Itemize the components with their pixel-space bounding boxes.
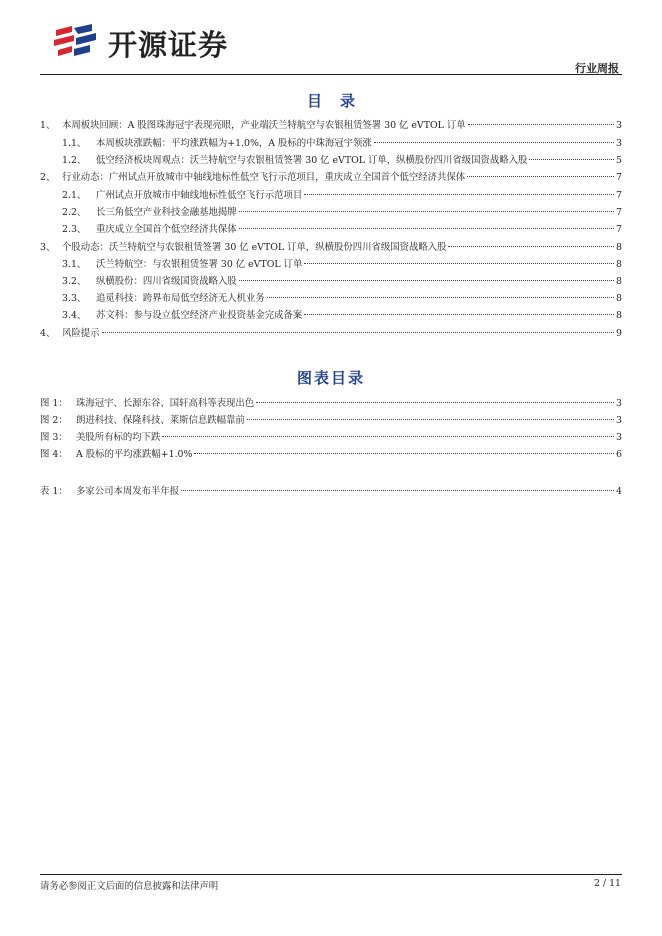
- toc-entry-number: 3.3、: [62, 293, 87, 304]
- toc-entry-number: 1、: [40, 120, 56, 131]
- toc-entry-page: 3: [616, 120, 622, 131]
- toc-entry-text: 沃兰特航空：与农银租赁签署 30 亿 eVTOL 订单: [96, 259, 303, 270]
- toc-leader-dots: [529, 159, 614, 160]
- toc-entry[interactable]: [40, 171, 622, 185]
- toc-leader-dots: [239, 228, 614, 229]
- figure-entry-page: 3: [616, 432, 622, 443]
- toc-entry[interactable]: [62, 154, 622, 168]
- figure-entry-text: 珠海冠宇、长源东谷、国轩高科等表现出色: [76, 398, 255, 409]
- table-entry-text: 多家公司本周发布半年报: [76, 486, 180, 497]
- toc-entry-text: 本周板块回顾：A 股图珠海冠宇表现亮眼，产业端沃兰特航空与农银租赁签署 30 亿 eVTOL 订单: [62, 120, 466, 131]
- toc-entry-number: 1.2、: [62, 155, 87, 166]
- toc-entry[interactable]: [62, 275, 622, 289]
- toc-entry-page: 5: [616, 155, 622, 166]
- toc-entry-number: 2.2、: [62, 207, 87, 218]
- toc-entry-page: 7: [616, 172, 622, 183]
- company-logo-mark: [52, 22, 100, 62]
- toc-entry-page: 7: [616, 207, 622, 218]
- toc-entry-page: 8: [616, 259, 622, 270]
- toc-entry[interactable]: [40, 241, 622, 255]
- toc-entry-page: 8: [616, 242, 622, 253]
- toc-leader-dots: [304, 263, 614, 264]
- toc-entry-text: 本周板块涨跌幅：平均涨跌幅为+1.0%，A 股标的中珠海冠宇领涨: [96, 138, 372, 149]
- figure-entry[interactable]: [40, 397, 622, 411]
- toc-entry-text: 广州试点开放城市中轴线地标性低空飞行示范项目: [96, 190, 303, 201]
- toc-leader-dots: [239, 211, 614, 212]
- figure-entry-number: 图 3：: [40, 432, 68, 443]
- figure-entry[interactable]: [40, 431, 622, 445]
- figures-title: 图表目录: [296, 369, 365, 387]
- toc-entry[interactable]: [62, 292, 622, 306]
- footer-divider: [40, 874, 622, 875]
- toc-entry-number: 3.4、: [62, 310, 87, 321]
- toc-entry-text: 行业动态：广州试点开放城市中轴线地标性低空飞行示范项目，重庆成立全国首个低空经济共保体: [62, 172, 466, 183]
- toc-entry-number: 2、: [40, 172, 56, 183]
- toc-leader-dots: [448, 246, 614, 247]
- figure-entry[interactable]: [40, 448, 622, 462]
- toc-entry-number: 2.1、: [62, 190, 87, 201]
- toc-entry-number: 3.2、: [62, 276, 87, 287]
- toc-entry[interactable]: [62, 137, 622, 151]
- table-entry-page: 4: [616, 486, 622, 497]
- page-indicator: 2 / 11: [593, 878, 621, 889]
- toc-leader-dots: [304, 314, 614, 315]
- toc-entry-number: 3.1、: [62, 259, 87, 270]
- toc-entry[interactable]: [62, 206, 622, 220]
- toc-entry-text: 风险提示: [62, 328, 100, 339]
- header-divider: [40, 74, 622, 75]
- toc-entry[interactable]: [62, 223, 622, 237]
- toc-entry-text: 个股动态：沃兰特航空与农银租赁签署 30 亿 eVTOL 订单，纵横股份四川省级国资战略入股: [62, 242, 447, 253]
- toc-entry-number: 1.1、: [62, 138, 87, 149]
- toc-leader-dots: [247, 419, 614, 420]
- report-type: 行业周报: [575, 62, 619, 75]
- toc-entry-page: 3: [616, 138, 622, 149]
- toc-leader-dots: [256, 402, 614, 403]
- toc-leader-dots: [467, 176, 614, 177]
- footer-disclaimer: 请务必参阅正文后面的信息披露和法律声明: [40, 881, 219, 892]
- figure-entry-page: 3: [616, 398, 622, 409]
- toc-entry[interactable]: [62, 258, 622, 272]
- toc-leader-dots: [267, 297, 614, 298]
- figure-entry-number: 图 1：: [40, 398, 68, 409]
- toc-leader-dots: [194, 453, 614, 454]
- toc-entry-number: 4、: [40, 328, 56, 339]
- toc-entry[interactable]: [40, 119, 622, 133]
- figure-entry-number: 图 2：: [40, 415, 68, 426]
- toc-entry-page: 9: [616, 328, 622, 339]
- toc-leader-dots: [162, 436, 614, 437]
- toc-entry-number: 2.3、: [62, 224, 87, 235]
- figure-entry-text: A 股标的平均涨跌幅+1.0%: [76, 449, 193, 460]
- toc-entry-page: 8: [616, 293, 622, 304]
- table-entry[interactable]: [40, 485, 622, 499]
- toc-entry-page: 8: [616, 310, 622, 321]
- toc-entry[interactable]: [40, 327, 622, 341]
- toc-entry-text: 重庆成立全国首个低空经济共保体: [96, 224, 237, 235]
- company-name: 开源证券: [108, 28, 229, 62]
- toc-entry-text: 苏文科：参与设立低空经济产业投资基金完成备案: [96, 310, 303, 321]
- table-entry-number: 表 1：: [40, 486, 68, 497]
- toc-leader-dots: [468, 124, 614, 125]
- toc-entry-page: 7: [616, 224, 622, 235]
- figure-entry-page: 3: [616, 415, 622, 426]
- toc-leader-dots: [374, 142, 614, 143]
- toc-entry-text: 纵横股份：四川省级国资战略入股: [96, 276, 237, 287]
- figure-entry-text: 美股所有标的均下跌: [76, 432, 161, 443]
- toc-leader-dots: [304, 194, 614, 195]
- toc-entry-page: 7: [616, 190, 622, 201]
- toc-entry[interactable]: [62, 189, 622, 203]
- toc-entry-text: 低空经济板块周观点：沃兰特航空与农银租赁签署 30 亿 eVTOL 订单，纵横股份四川省级国资战略入股: [96, 155, 528, 166]
- figure-entry-text: 朗进科技、保隆科技、莱斯信息跌幅靠前: [76, 415, 245, 426]
- toc-entry-text: 追觅科技：跨界布局低空经济无人机业务: [96, 293, 265, 304]
- figure-entry-number: 图 4：: [40, 449, 68, 460]
- toc-entry-page: 8: [616, 276, 622, 287]
- toc-leader-dots: [181, 490, 614, 491]
- toc-leader-dots: [239, 280, 614, 281]
- figure-entry[interactable]: [40, 414, 622, 428]
- toc-title: 目录: [306, 92, 373, 110]
- figure-entry-page: 6: [616, 449, 622, 460]
- toc-entry-number: 3、: [40, 242, 56, 253]
- toc-leader-dots: [102, 332, 615, 333]
- toc-entry[interactable]: [62, 309, 622, 323]
- toc-entry-text: 长三角低空产业科技金融基地揭牌: [96, 207, 237, 218]
- company-logo: [52, 22, 252, 62]
